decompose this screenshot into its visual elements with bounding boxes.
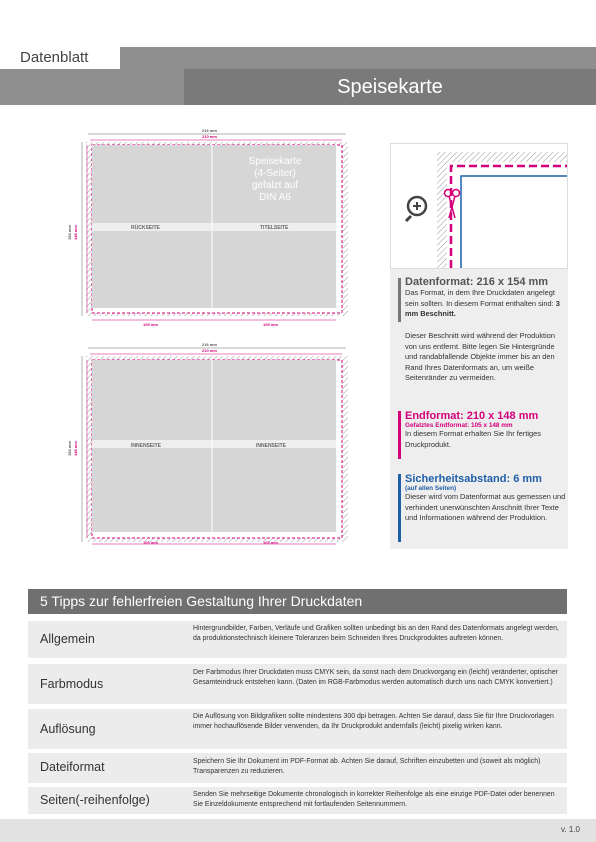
caption-line: DIN A6 — [259, 192, 291, 203]
beschnitt-text: Dieser Beschnitt wird während der Produktion von uns entfernt. Bitte legen Sie Hintergründe und randabfallende Objekte immer bis an den Rand Ihres Datenformats an, um weiße Seitenränder zu vermeiden. — [405, 331, 555, 383]
tip-text: Speichern Sie Ihr Dokument im PDF-Format ab. Achten Sie darauf, Schriften einzubetten und (soweit als möglich) Transparenzen zu reduzieren. — [193, 758, 541, 776]
datenformat-section — [398, 276, 566, 320]
tip-title: Allgemein — [40, 632, 95, 646]
tip-row — [28, 621, 567, 658]
tip-title: Auflösung — [40, 722, 96, 736]
tip-text: Die Auflösung von Bildgrafiken sollte mindestens 300 dpi betragen. Achten Sie darauf, dass Sie für Ihre Druckvorlagen immer hochauflösende Bilder verwenden, da Ihr Druckprodukt andernfalls (leicht) pixelig wirken kann. — [193, 713, 554, 731]
dim-height-inner-top: 148 mm — [72, 225, 78, 240]
caption-line: gefalzt auf — [251, 180, 299, 191]
dim-half-right-top: 105 mm — [263, 322, 278, 327]
tips-heading: 5 Tipps zur fehlerfreien Gestaltung Ihrer Druckdaten — [28, 589, 567, 614]
tip-title: Farbmodus — [40, 677, 104, 691]
dim-inner-top: 210 mm — [202, 134, 217, 139]
beschnitt-section — [398, 331, 566, 384]
panel-label-inside-left: INNENSEITE — [131, 443, 162, 449]
tip-row — [28, 709, 567, 749]
page-title: Speisekarte — [184, 69, 596, 105]
endformat-text: In diesem Format erhalten Sie Ihr fertiges Druckprodukt. — [405, 429, 541, 449]
tip-text: Hintergrundbilder, Farben, Verläufe und Grafiken sollten unbedingt bis an den Rand des Datenformats angelegt werden, da produktionstechnisch kleinere Toleranzen beim Schneiden Ihres Druckproduktes auftreten können. — [193, 625, 559, 643]
dim-half-left-bottom: 105 mm — [143, 540, 158, 545]
zoom-plus-icon — [403, 194, 431, 222]
dim-inner-bottom: 210 mm — [202, 348, 217, 353]
scissors-icon — [442, 188, 462, 222]
datenformat-text — [405, 288, 566, 320]
version-label: v. 1.0 — [561, 825, 580, 834]
tip-title: Seiten(-reihenfolge) — [40, 793, 150, 807]
dim-height-inner-bottom: 148 mm — [72, 441, 78, 456]
endformat-heading: Endformat: 210 x 148 mm — [405, 410, 539, 422]
dim-outer-top: 216 mm — [202, 128, 217, 133]
tip-text: Senden Sie mehrseitige Dokumente chronologisch in korrekter Reihenfolge als eine einzige PDF-Datei oder benennen Sie Einzeldokumente entsprechend mit fortlaufenden Seitennummern. — [193, 791, 555, 809]
panel-label-inside-right: INNENSEITE — [256, 443, 287, 449]
datenformat-text-bold: 3 mm Beschnitt. — [405, 298, 560, 319]
tip-row — [28, 787, 567, 814]
tip-title: Dateiformat — [40, 760, 105, 774]
panel-label-back: RÜCKSEITE — [131, 225, 160, 231]
drawing-bottom — [78, 342, 358, 552]
sicherheit-heading: Sicherheitsabstand: 6 mm — [405, 473, 542, 485]
datenformat-text-main: Das Format, in dem Ihre Druckdaten angelegt sein sollten. In diesem Format enthalten sind: — [405, 288, 555, 308]
caption-line: Speisekarte — [248, 156, 302, 167]
drawing-top — [78, 128, 358, 328]
header-tab-label: Datenblatt — [20, 49, 89, 66]
sicherheit-sub: (auf allen Seiten) — [405, 485, 457, 492]
caption-line: (4-Seiter) — [254, 168, 296, 179]
endformat-section — [398, 410, 566, 450]
dim-outer-bottom: 216 mm — [202, 342, 217, 347]
dim-half-right-bottom: 105 mm — [263, 540, 278, 545]
tip-row — [28, 753, 567, 783]
dim-height-outer-top: 154 mm — [66, 225, 72, 240]
datenformat-heading: Datenformat: 216 x 154 mm — [405, 276, 549, 288]
dim-half-left-top: 105 mm — [143, 322, 158, 327]
dim-height-outer-bottom: 154 mm — [66, 441, 72, 456]
header-tab — [0, 47, 120, 69]
tip-row — [28, 664, 567, 704]
footer — [0, 819, 596, 842]
panel-label-front: TITELSEITE — [260, 225, 289, 231]
endformat-sub: Gefalztes Endformat: 105 x 148 mm — [405, 422, 513, 429]
sicherheit-text: Dieser wird vom Datenformat aus gemessen und verhindert unerwünschten Anschnitt Ihrer Texte und Informationen während der Produktion. — [405, 492, 566, 523]
sicherheit-section — [398, 473, 566, 524]
tip-text: Der Farbmodus Ihrer Druckdaten muss CMYK sein, da sonst nach dem Druckvorgang ein (leicht) veränderter, optischer Gesamteindruck entstehen kann. (Daten im RGB-Farbmodus werden automatisch durch uns nach CMYK konvertiert.) — [193, 669, 558, 687]
drawing-caption — [235, 156, 315, 204]
